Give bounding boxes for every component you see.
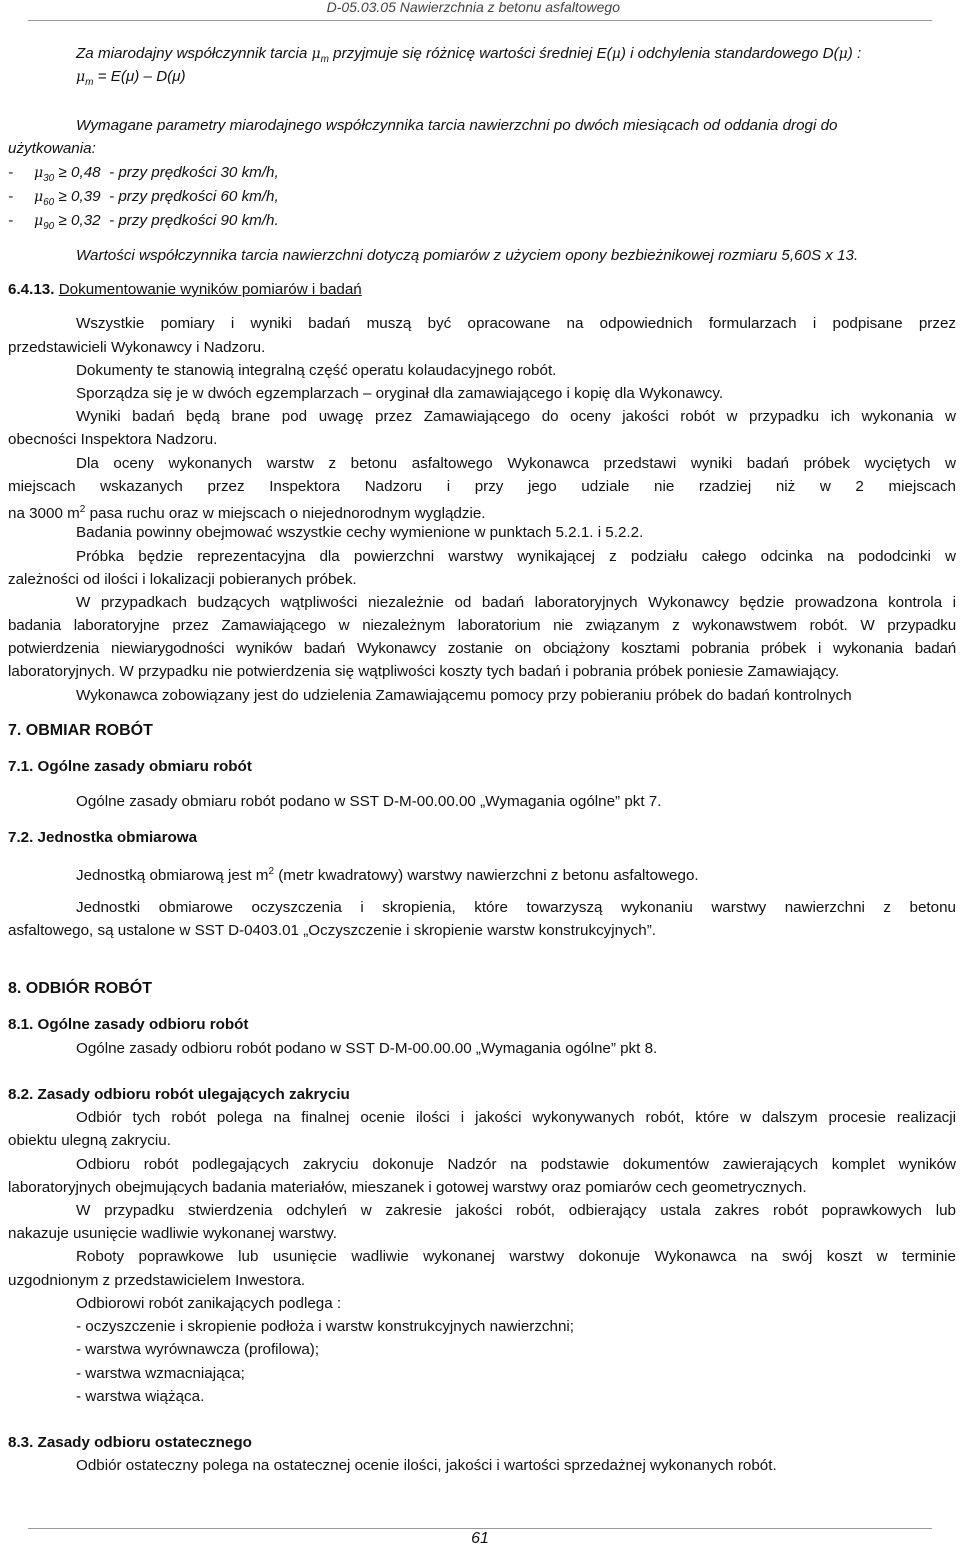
requirement-item: - $\mu_{30} \ge 0,48$ - przy prędkości 30 km/h, (8, 164, 279, 185)
requirement-item: - $\mu_{90} \ge 0,32$ - przy prędkości 90 km/h. (8, 212, 279, 233)
paragraph-line: Sporządza się je w dwóch egzemplarzach – oryginał dla zamawiającego i kopię dla Wykonawcy. (76, 385, 724, 402)
section-7-2-heading: 7.2. Jednostka obmiarowa (8, 829, 198, 846)
requirements-intro-1: Wymagane parametry miarodajnego współczynnika tarcia nawierzchni po dwóch miesiącach od oddania drogi do (76, 117, 838, 134)
greater-equal-icon: ≥ (58, 164, 67, 181)
paragraph-line: miejscach wskazanych przez Inspektora Nadzoru i przy jego udziale nie rzadziej niż w 2 miejscach (8, 478, 956, 495)
paragraph-line: Odbioru robót podlegających zakryciu dokonuje Nadzór na podstawie dokumentów zawierających komplet wyników (76, 1156, 956, 1173)
paragraph-line: potwierdzenia niewiarygodności wyników badań Wykonawcy zostanie on obciążony kosztami pobrania próbek i wykonania badań (8, 640, 956, 657)
section-8-1-text: Ogólne zasady odbioru robót podano w SST D-M-00.00.00 „Wymagania ogólne” pkt 8. (76, 1040, 658, 1057)
paragraph-line: Próbka będzie reprezentacyjna dla powierzchni warstwy wynikającej z podziału całego odcinka na pododcinki w (76, 548, 956, 565)
paragraph-line: Roboty poprawkowe lub usunięcie wadliwie wykonanej warstwy dokonuje Wykonawca na swój koszt w terminie (76, 1248, 956, 1265)
paragraph-line: Dokumenty te stanowią integralną część operatu kolaudacyjnego robót. (76, 362, 557, 379)
paragraph-line: Wyniki badań będą brane pod uwagę przez Zamawiającego do oceny jakości robót w przypadku ich wykonania w (76, 408, 956, 425)
paragraph-line: Dla oceny wykonanych warstw z betonu asfaltowego Wykonawca przedstawi wyniki badań próbek wyciętych w (76, 455, 956, 472)
paragraph-line: na 3000 $m^2$ pasa ruchu oraz w miejscach o niejednorodnym wyglądzie. (8, 504, 486, 523)
paragraph-line: W przypadku stwierdzenia odchyleń w zakresie jakości robót, odbierający ustala zakres robót poprawkowych lub (76, 1202, 956, 1219)
list-item: - warstwa wyrównawcza (profilowa); (76, 1341, 320, 1358)
paragraph-line: badania laboratoryjne przez Zamawiającego w niezależnym laboratorium nie związanym z wykonawstwem robót. W przypadku (8, 617, 956, 634)
paragraph-line: W przypadkach budzących wątpliwości niezależnie od badań laboratoryjnych Wykonawcy będzie prowadzona kontrola i (76, 594, 956, 611)
section-7-2-text: Jednostką obmiarową jest $m^2$ (metr kwadratowy) warstwy nawierzchni z betonu asfaltowego. (76, 866, 699, 885)
page-number: 61 (471, 1530, 489, 1547)
paragraph-line: Wykonawca zobowiązany jest do udzielenia Zamawiającemu pomocy przy pobieraniu próbek do badań kontrolnych (76, 687, 852, 704)
greater-equal-icon: ≥ (58, 188, 67, 205)
section-8-2-heading: 8.2. Zasady odbioru robót ulegających zakryciu (8, 1086, 350, 1103)
footer-rule (28, 1528, 932, 1529)
section-7-1-heading: 7.1. Ogólne zasady obmiaru robót (8, 758, 252, 775)
paragraph-line: obecności Inspektora Nadzoru. (8, 431, 218, 448)
section-8-3-heading: 8.3. Zasady odbioru ostatecznego (8, 1434, 252, 1451)
section-6-4-13-heading: 6.4.13. Dokumentowanie wyników pomiarów i badań (8, 281, 362, 298)
paragraph-line: zależności od ilości i lokalizacji pobieranych próbek. (8, 571, 357, 588)
intro-line-1: Za miarodajny współczynnik tarcia $\mu_m$ przyjmuje się różnicę wartości średniej E(μ) i odchylenia standardowego D(μ) : (76, 45, 862, 66)
list-item: - warstwa wzmacniająca; (76, 1365, 245, 1382)
section-8-heading: 8. ODBIÓR ROBÓT (8, 980, 153, 997)
paragraph-line: laboratoryjnych obejmujących badania materiałów, mieszanek i gotowej warstwy oraz pomiarów cech geometrycznych. (8, 1179, 807, 1196)
paragraph-line: Badania powinny obejmować wszystkie cechy wymienione w punktach 5.2.1. i 5.2.2. (76, 524, 644, 541)
list-item: - warstwa wiążąca. (76, 1388, 205, 1405)
friction-note: Wartości współczynnika tarcia nawierzchni dotyczą pomiarów z użyciem opony bezbieżnikowej rozmiaru 5,60S x 13. (76, 247, 859, 264)
header-rule (28, 20, 932, 21)
paragraph-line: Odbiór tych robót polega na finalnej ocenie ilości i jakości wykonywanych robót, które w dalszym procesie realizacji (76, 1109, 956, 1126)
paragraph-line: laboratoryjnych. W przypadku nie potwierdzenia się wątpliwości koszty tych badań i pobrania próbek poniesie Zamawiający. (8, 663, 840, 680)
section-7-2-text-2b: asfaltowego, są ustalone w SST D-0403.01 „Oczyszczenie i skropienie warstw konstrukcyjnych”. (8, 922, 656, 939)
greater-equal-icon: ≥ (58, 212, 67, 229)
requirement-item: - $\mu_{60} \ge 0,39$ - przy prędkości 60 km/h, (8, 188, 279, 209)
paragraph-line: uzgodnionym z przedstawicielem Inwestora. (8, 1272, 306, 1289)
requirements-intro-2: użytkowania: (8, 140, 96, 157)
section-7-2-text-2: Jednostki obmiarowe oczyszczenia i skropienia, które towarzyszą wykonaniu warstwy nawierzchni z betonu (76, 899, 956, 916)
section-7-1-text: Ogólne zasady obmiaru robót podano w SST D-M-00.00.00 „Wymagania ogólne” pkt 7. (76, 793, 662, 810)
paragraph-line: Wszystkie pomiary i wyniki badań muszą być opracowane na odpowiednich formularzach i podpisane przez (76, 315, 956, 332)
paragraph-line: Odbiorowi robót zanikających podlega : (76, 1295, 342, 1312)
paragraph-line: nakazuje usunięcie wadliwie wykonanej warstwy. (8, 1225, 337, 1242)
section-7-heading: 7. OBMIAR ROBÓT (8, 722, 153, 739)
intro-formula: $\mu_m = E(\mu) - D(\mu)$ (76, 68, 186, 89)
paragraph-line: obiektu ulegną zakryciu. (8, 1132, 171, 1149)
paragraph-line: przedstawicieli Wykonawcy i Nadzoru. (8, 339, 266, 356)
list-item: - oczyszczenie i skropienie podłoża i warstw konstrukcyjnych nawierzchni; (76, 1318, 575, 1335)
page-header: D-05.03.05 Nawierzchnia z betonu asfaltowego (326, 0, 620, 15)
section-8-3-text: Odbiór ostateczny polega na ostatecznej ocenie ilości, jakości i wartości sprzedażnej wykonanych robót. (76, 1457, 777, 1474)
section-8-1-heading: 8.1. Ogólne zasady odbioru robót (8, 1016, 249, 1033)
